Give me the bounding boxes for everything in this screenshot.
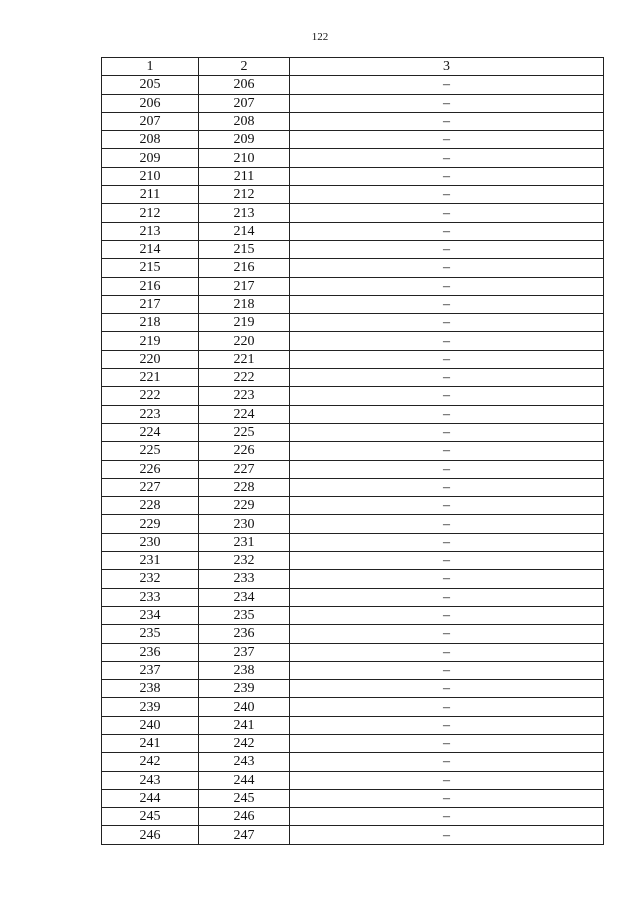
table-cell-col-2: 243 [199, 753, 290, 771]
table-cell-col-3: – [290, 167, 604, 185]
table-row [102, 222, 604, 240]
table-row [102, 149, 604, 167]
table-cell-col-3: – [290, 734, 604, 752]
table-cell-col-3: – [290, 387, 604, 405]
table-row [102, 753, 604, 771]
table-cell-col-2: 208 [199, 112, 290, 130]
table-cell-col-2: 228 [199, 478, 290, 496]
table-cell-col-2: 220 [199, 332, 290, 350]
table-cell-col-2: 209 [199, 131, 290, 149]
table-cell-col-1: 217 [102, 295, 199, 313]
table-row [102, 204, 604, 222]
table-cell-col-1: 225 [102, 442, 199, 460]
table-cell-col-3: – [290, 789, 604, 807]
table-row [102, 460, 604, 478]
table-cell-col-3: – [290, 643, 604, 661]
table-row [102, 643, 604, 661]
table-cell-col-3: – [290, 698, 604, 716]
table-row [102, 625, 604, 643]
table-cell-col-3: – [290, 442, 604, 460]
table-cell-col-2: 218 [199, 295, 290, 313]
table-cell-col-1: 238 [102, 680, 199, 698]
table-cell-col-1: 229 [102, 515, 199, 533]
table-cell-col-1: 239 [102, 698, 199, 716]
table-row [102, 734, 604, 752]
table-cell-col-3: – [290, 515, 604, 533]
table-cell-col-2: 210 [199, 149, 290, 167]
table-cell-col-1: 232 [102, 570, 199, 588]
table-cell-col-2: 226 [199, 442, 290, 460]
table-cell-col-2: 241 [199, 716, 290, 734]
table-cell-col-3: – [290, 680, 604, 698]
table-row [102, 771, 604, 789]
table-cell-col-3: – [290, 625, 604, 643]
table-cell-col-2: 223 [199, 387, 290, 405]
table-row [102, 295, 604, 313]
table-cell-col-1: 216 [102, 277, 199, 295]
table-cell-col-3: – [290, 131, 604, 149]
page-number: 122 [311, 31, 329, 43]
table-cell-col-3: – [290, 771, 604, 789]
table-row [102, 369, 604, 387]
table-row [102, 76, 604, 94]
table-cell-col-1: 222 [102, 387, 199, 405]
table-row [102, 716, 604, 734]
table-cell-col-1: 223 [102, 405, 199, 423]
table-cell-col-3: – [290, 570, 604, 588]
table-cell-col-3: – [290, 186, 604, 204]
table-row [102, 808, 604, 826]
table-row [102, 789, 604, 807]
table-cell-col-3: – [290, 588, 604, 606]
table-cell-col-1: 205 [102, 76, 199, 94]
table-row [102, 661, 604, 679]
table-cell-col-3: – [290, 277, 604, 295]
table-cell-col-2: 230 [199, 515, 290, 533]
table-row [102, 478, 604, 496]
table-cell-col-2: 245 [199, 789, 290, 807]
column-header-1: 1 [102, 58, 199, 76]
table-row [102, 277, 604, 295]
table-cell-col-3: – [290, 460, 604, 478]
table-cell-col-1: 231 [102, 552, 199, 570]
table-cell-col-1: 219 [102, 332, 199, 350]
table-header [102, 58, 604, 76]
table-cell-col-2: 212 [199, 186, 290, 204]
table-cell-col-3: – [290, 222, 604, 240]
table-row [102, 314, 604, 332]
table-cell-col-3: – [290, 753, 604, 771]
table-cell-col-1: 209 [102, 149, 199, 167]
table-cell-col-1: 240 [102, 716, 199, 734]
table-cell-col-2: 242 [199, 734, 290, 752]
table-cell-col-3: – [290, 350, 604, 368]
table-cell-col-1: 246 [102, 826, 199, 844]
table-row [102, 332, 604, 350]
table-cell-col-1: 218 [102, 314, 199, 332]
data-table [101, 57, 604, 845]
table-cell-col-2: 206 [199, 76, 290, 94]
table-cell-col-2: 244 [199, 771, 290, 789]
table-cell-col-3: – [290, 478, 604, 496]
table-cell-col-1: 213 [102, 222, 199, 240]
table-row [102, 515, 604, 533]
table-cell-col-2: 221 [199, 350, 290, 368]
table-row [102, 112, 604, 130]
table-cell-col-1: 208 [102, 131, 199, 149]
table-cell-col-3: – [290, 606, 604, 624]
table-cell-col-2: 211 [199, 167, 290, 185]
table-row [102, 533, 604, 551]
table-cell-col-3: – [290, 112, 604, 130]
table-cell-col-2: 222 [199, 369, 290, 387]
table-cell-col-1: 243 [102, 771, 199, 789]
table-header-row [102, 58, 604, 76]
table-cell-col-2: 213 [199, 204, 290, 222]
table-cell-col-2: 247 [199, 826, 290, 844]
column-header-3: 3 [290, 58, 604, 76]
table-cell-col-3: – [290, 332, 604, 350]
table-cell-col-2: 246 [199, 808, 290, 826]
table-row [102, 94, 604, 112]
table-row [102, 259, 604, 277]
table-cell-col-3: – [290, 259, 604, 277]
table-row [102, 680, 604, 698]
table-row [102, 186, 604, 204]
table-row [102, 826, 604, 844]
table-cell-col-3: – [290, 661, 604, 679]
table-cell-col-2: 236 [199, 625, 290, 643]
table-cell-col-2: 235 [199, 606, 290, 624]
table-cell-col-1: 230 [102, 533, 199, 551]
table-cell-col-1: 210 [102, 167, 199, 185]
table-cell-col-2: 214 [199, 222, 290, 240]
table-row [102, 240, 604, 258]
table-cell-col-3: – [290, 76, 604, 94]
table-cell-col-2: 237 [199, 643, 290, 661]
table-cell-col-1: 215 [102, 259, 199, 277]
table-cell-col-3: – [290, 497, 604, 515]
table-cell-col-1: 237 [102, 661, 199, 679]
table-cell-col-1: 220 [102, 350, 199, 368]
table-cell-col-1: 234 [102, 606, 199, 624]
table-cell-col-3: – [290, 94, 604, 112]
table-cell-col-3: – [290, 808, 604, 826]
table-cell-col-1: 228 [102, 497, 199, 515]
table-cell-col-2: 217 [199, 277, 290, 295]
table-cell-col-1: 227 [102, 478, 199, 496]
table-cell-col-1: 241 [102, 734, 199, 752]
table-cell-col-2: 225 [199, 423, 290, 441]
table-row [102, 698, 604, 716]
table-cell-col-2: 219 [199, 314, 290, 332]
table-cell-col-3: – [290, 423, 604, 441]
table-cell-col-1: 211 [102, 186, 199, 204]
table-body [102, 76, 604, 844]
table-cell-col-1: 236 [102, 643, 199, 661]
table-cell-col-1: 221 [102, 369, 199, 387]
table-cell-col-2: 215 [199, 240, 290, 258]
table-cell-col-3: – [290, 204, 604, 222]
table-cell-col-3: – [290, 405, 604, 423]
table-row [102, 442, 604, 460]
table-cell-col-2: 234 [199, 588, 290, 606]
table-cell-col-2: 227 [199, 460, 290, 478]
table-row [102, 131, 604, 149]
table-cell-col-1: 224 [102, 423, 199, 441]
table-row [102, 606, 604, 624]
table-cell-col-2: 216 [199, 259, 290, 277]
table-cell-col-1: 233 [102, 588, 199, 606]
table-row [102, 588, 604, 606]
table-cell-col-2: 207 [199, 94, 290, 112]
table-row [102, 387, 604, 405]
table-cell-col-3: – [290, 716, 604, 734]
table-cell-col-2: 233 [199, 570, 290, 588]
table-cell-col-1: 242 [102, 753, 199, 771]
table-row [102, 497, 604, 515]
table-cell-col-2: 224 [199, 405, 290, 423]
table-cell-col-2: 232 [199, 552, 290, 570]
table-cell-col-3: – [290, 295, 604, 313]
table-cell-col-1: 226 [102, 460, 199, 478]
table-cell-col-2: 238 [199, 661, 290, 679]
table-cell-col-1: 235 [102, 625, 199, 643]
table-row [102, 350, 604, 368]
table-cell-col-2: 231 [199, 533, 290, 551]
table-row [102, 423, 604, 441]
table-cell-col-3: – [290, 149, 604, 167]
table-cell-col-1: 212 [102, 204, 199, 222]
table-row [102, 552, 604, 570]
table-row [102, 570, 604, 588]
table-cell-col-3: – [290, 314, 604, 332]
table-cell-col-2: 239 [199, 680, 290, 698]
table-cell-col-3: – [290, 240, 604, 258]
table-cell-col-1: 206 [102, 94, 199, 112]
table-cell-col-3: – [290, 552, 604, 570]
table-cell-col-3: – [290, 369, 604, 387]
table-cell-col-1: 207 [102, 112, 199, 130]
column-header-2: 2 [199, 58, 290, 76]
table-cell-col-1: 244 [102, 789, 199, 807]
table-row [102, 167, 604, 185]
table-row [102, 405, 604, 423]
table-cell-col-2: 240 [199, 698, 290, 716]
table-cell-col-1: 214 [102, 240, 199, 258]
table-cell-col-2: 229 [199, 497, 290, 515]
table-cell-col-3: – [290, 826, 604, 844]
table-cell-col-1: 245 [102, 808, 199, 826]
table-cell-col-3: – [290, 533, 604, 551]
